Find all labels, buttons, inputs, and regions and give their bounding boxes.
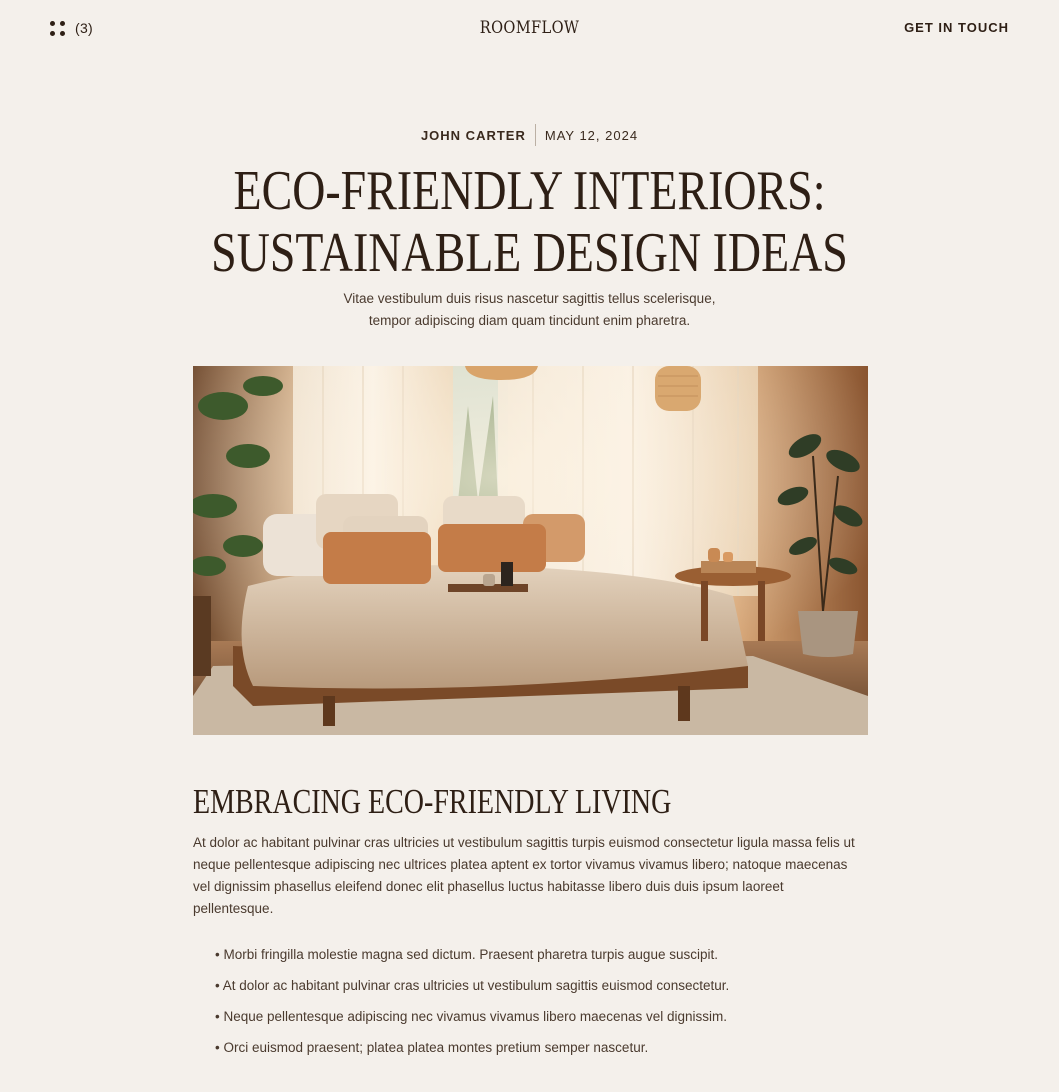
post-title-line-1: ECO-FRIENDLY INTERIORS:: [233, 160, 826, 222]
article-paragraph: At dolor ac habitant pulvinar cras ultricies ut vestibulum sagittis turpis euismod consectetur ligula massa felis ut neque pellentesque adipiscing nec ultrices platea aptent ex tortor vivamus vivamus libero; natoque maecenas vel dignissim phasellus eleifend donec elit phasellus luctus habitasse libero duis duis ipsum laoreet pellentesque.: [193, 835, 855, 916]
list-item: • Neque pellentesque adipiscing nec vivamus vivamus libero maecenas vel dignissim.: [215, 1006, 855, 1028]
post-meta: [0, 124, 1059, 146]
get-in-touch-link[interactable]: GET IN TOUCH: [904, 20, 1009, 35]
post-subtitle-line-2: tempor adipiscing diam quam tincidunt enim pharetra.: [368, 313, 691, 328]
site-logo[interactable]: ROOMFLOW: [479, 18, 580, 38]
post-author[interactable]: JOHN CARTER: [420, 127, 526, 143]
list-item: • Morbi fringilla molestie magna sed dictum. Praesent pharetra turpis augue suscipit.: [215, 944, 855, 966]
site-header: [0, 0, 1059, 60]
post-title: [95, 160, 963, 284]
post-subtitle-line-1: Vitae vestibulum duis risus nascetur sagittis tellus scelerisque,: [343, 291, 716, 306]
menu-dots-icon: [50, 21, 65, 36]
post-subtitle: [0, 288, 1059, 332]
menu-count: (3): [75, 20, 94, 36]
bullet-list: [215, 944, 855, 1068]
post-title-line-2: SUSTAINABLE DESIGN IDEAS: [211, 222, 848, 284]
list-item: • At dolor ac habitant pulvinar cras ultricies ut vestibulum sagittis euismod consectetur.: [215, 975, 855, 997]
hero-image: [193, 366, 868, 735]
list-item: • Orci euismod praesent; platea platea montes pretium semper nascetur.: [215, 1037, 855, 1059]
section-title: EMBRACING ECO-FRIENDLY LIVING: [193, 782, 672, 821]
post-date: MAY 12, 2024: [544, 127, 639, 143]
